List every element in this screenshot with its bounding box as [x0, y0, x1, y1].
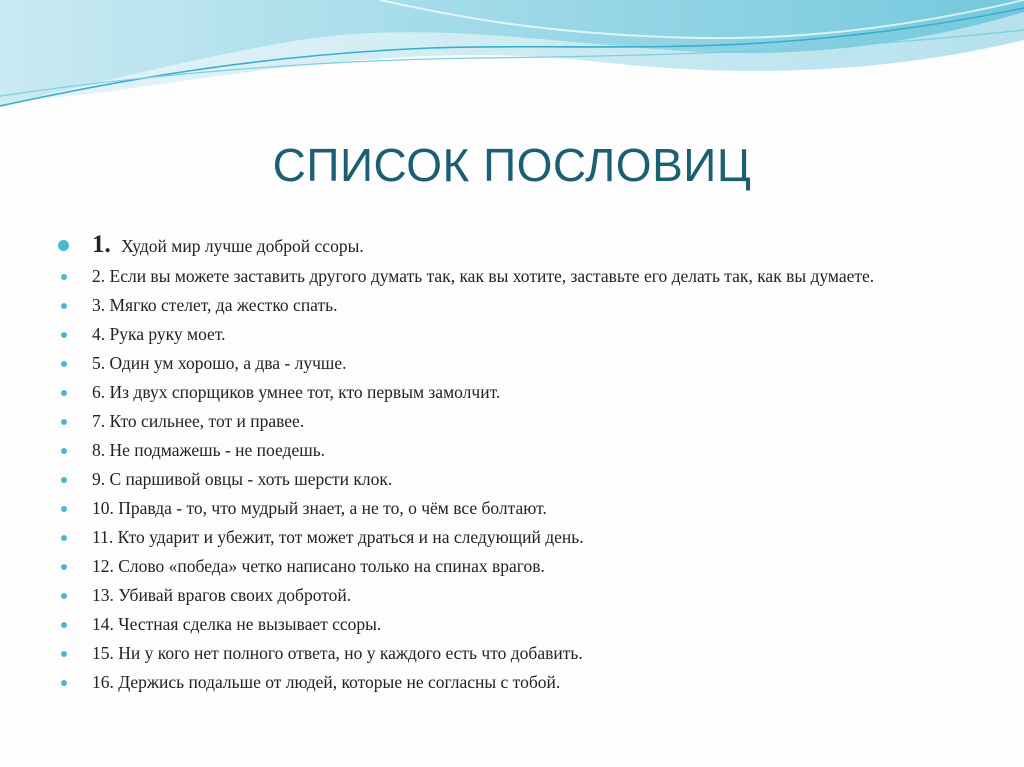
list-item — [58, 265, 978, 288]
bullet-icon — [61, 680, 67, 686]
bullet-icon — [61, 361, 67, 367]
list-item-text: 8. Не подмажешь - не поедешь. — [92, 440, 326, 460]
list-item — [58, 526, 978, 549]
bullet-icon — [61, 564, 67, 570]
list-item — [58, 555, 978, 578]
list-item — [58, 294, 978, 317]
list-item-text: 15. Ни у кого нет полного ответа, но у каждого есть что добавить. — [92, 643, 583, 663]
list-item-text: 4. Рука руку моет. — [92, 324, 226, 344]
list-item-text: Худой мир лучше доброй ссоры. — [121, 236, 364, 256]
bullet-icon — [61, 477, 67, 483]
list-item — [58, 584, 978, 607]
list-item — [58, 497, 978, 520]
bullet-icon — [61, 419, 67, 425]
list-item — [58, 230, 978, 261]
list-item-text: 5. Один ум хорошо, а два - лучше. — [92, 353, 347, 373]
list-item-text: 2. Если вы можете заставить другого думать так, как вы хотите, заставьте его делать так, как вы думаете. — [92, 266, 875, 286]
list-item-text: 10. Правда - то, что мудрый знает, а не то, о чём все болтают. — [92, 498, 547, 518]
list-item-text: 6. Из двух спорщиков умнее тот, кто первым замолчит. — [92, 382, 501, 402]
bullet-icon — [58, 240, 69, 251]
list-item — [58, 468, 978, 491]
bullet-icon — [61, 651, 67, 657]
list-item-text: 13. Убивай врагов своих добротой. — [92, 585, 352, 605]
wave-decoration — [0, 0, 1024, 130]
list-item-number: 1. — [92, 231, 111, 258]
list-item-text: 9. С паршивой овцы - хоть шерсти клок. — [92, 469, 393, 489]
bullet-icon — [61, 303, 67, 309]
list-item-text: 11. Кто ударит и убежит, тот может драться и на следующий день. — [92, 527, 584, 547]
list-item-text: 16. Держись подальше от людей, которые не согласны с тобой. — [92, 672, 561, 692]
list-item — [58, 352, 978, 375]
bullet-icon — [61, 535, 67, 541]
proverb-list — [58, 230, 978, 700]
list-item-text: 14. Честная сделка не вызывает ссоры. — [92, 614, 382, 634]
bullet-icon — [61, 390, 67, 396]
list-item — [58, 381, 978, 404]
bullet-icon — [61, 448, 67, 454]
bullet-icon — [61, 506, 67, 512]
list-item — [58, 671, 978, 694]
list-item — [58, 323, 978, 346]
bullet-icon — [61, 332, 67, 338]
list-item — [58, 642, 978, 665]
list-item — [58, 439, 978, 462]
bullet-icon — [61, 274, 67, 280]
list-item-text: 3. Мягко стелет, да жестко спать. — [92, 295, 338, 315]
bullet-icon — [61, 622, 67, 628]
list-item — [58, 613, 978, 636]
list-item — [58, 410, 978, 433]
slide-title: СПИСОК ПОСЛОВИЦ — [272, 139, 752, 191]
bullet-icon — [61, 593, 67, 599]
list-item-text: 7. Кто сильнее, тот и правее. — [92, 411, 305, 431]
list-item-text: 12. Слово «победа» четко написано только на спинах врагов. — [92, 556, 545, 576]
